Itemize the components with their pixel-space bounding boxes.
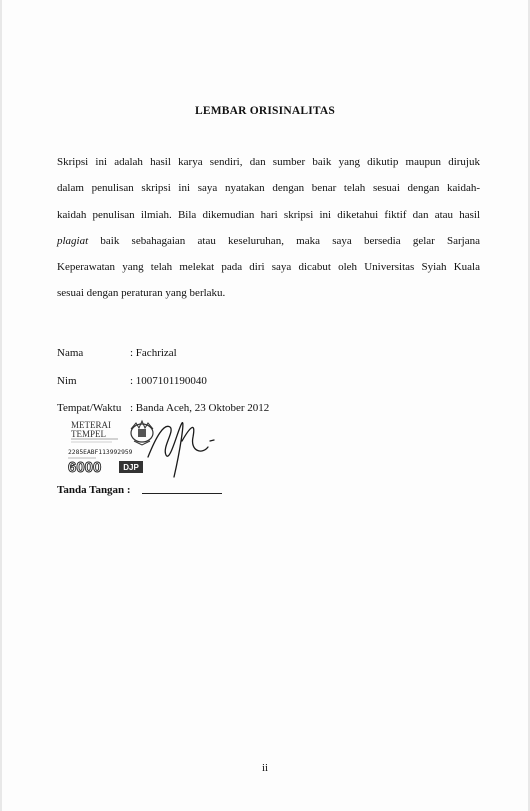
paragraph-line: Keperawatan yang telah melekat pada diri saya dicabut oleh Universitas Syiah Kuala: [57, 261, 480, 274]
field-label: Nim: [57, 375, 77, 387]
italic-word: plagiat: [57, 234, 89, 247]
field-value: : 1007101190040: [130, 375, 207, 387]
statement-paragraph: [57, 149, 480, 307]
stamp-serial: 2285EABF113992959: [68, 449, 133, 456]
document-title: LEMBAR ORISINALITAS: [194, 105, 336, 117]
stamp-denomination: 6000: [68, 459, 102, 476]
garuda-emblem-icon: [131, 421, 153, 445]
field-value: : Banda Aceh, 23 Oktober 2012: [130, 402, 270, 414]
signature-scribble: [148, 423, 214, 477]
paragraph-line: dalam penulisan skripsi ini saya nyatakan dengan benar telah sesuai dengan kaidah-: [57, 182, 480, 195]
stamp-title-line1: METERAI: [71, 420, 111, 430]
stamp-brand: DJP: [123, 463, 139, 472]
revenue-stamp: [62, 417, 232, 492]
field-label: Nama: [57, 347, 84, 359]
field-value: : Fachrizal: [130, 347, 177, 359]
paragraph-line-text: baik sebahagaian atau keseluruhan, maka saya bersedia gelar Sarjana: [100, 234, 480, 247]
paragraph-line: [57, 228, 480, 254]
paragraph-line: sesuai dengan peraturan yang berlaku.: [57, 287, 226, 300]
field-nim: [57, 375, 207, 387]
page-edge-left: [0, 0, 2, 811]
page-number: ii: [261, 762, 269, 774]
field-nama: [57, 347, 177, 359]
stamp-title-line2: TEMPEL: [71, 429, 106, 439]
paragraph-line: Skripsi ini adalah hasil karya sendiri, dan sumber baik yang dikutip maupun dirujuk: [57, 156, 480, 168]
paragraph-line: kaidah penulisan ilmiah. Bila dikemudian hari skripsi ini diketahui fiktif dan atau hasil: [57, 208, 480, 221]
field-label: Tempat/Waktu: [57, 402, 122, 414]
signature-line: [142, 493, 222, 494]
field-tempat-waktu: [57, 402, 269, 414]
signature-label: Tanda Tangan :: [57, 484, 131, 496]
